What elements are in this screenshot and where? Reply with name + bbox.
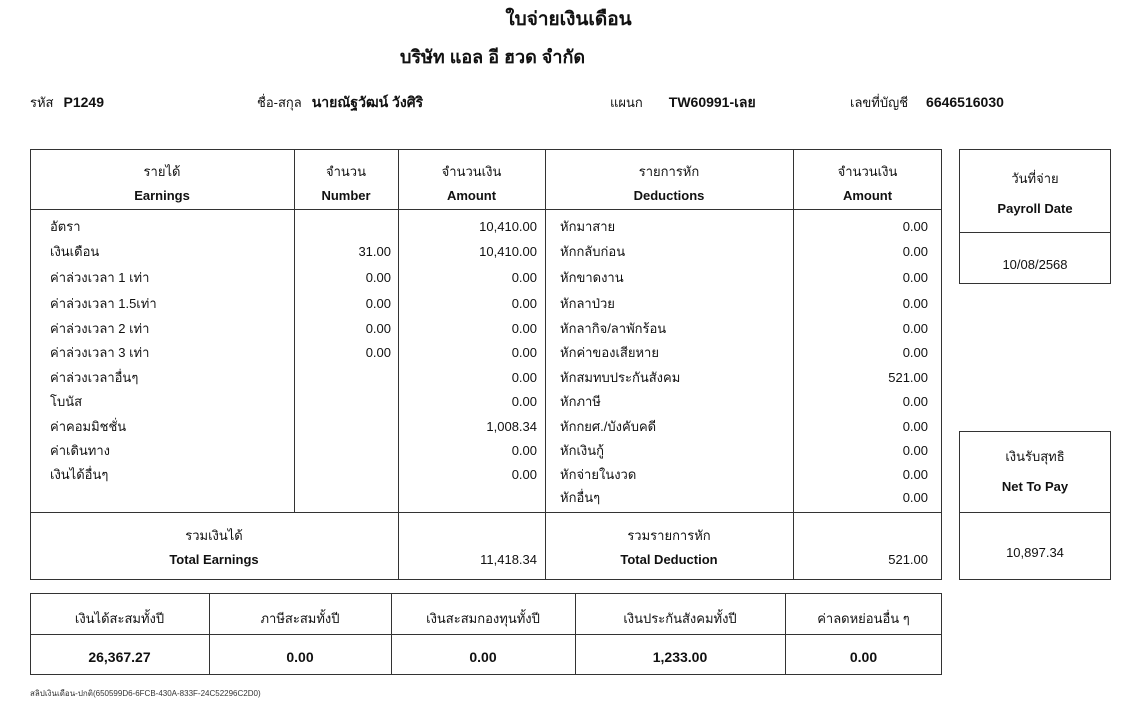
employee-account-label: เลขที่บัญชี <box>850 95 909 110</box>
employee-dept <box>610 92 756 114</box>
earning-label: ค่าล่วงเวลา 2 เท่า <box>50 321 150 336</box>
deduction-label: หักกยศ./บังคับคดี <box>560 419 657 434</box>
slip-reference: สลิปเงินเดือน-ปกติ(650599D6-6FCB-430A-833F-24C52296C2D0) <box>30 689 261 698</box>
deduction-label: หักลาป่วย <box>560 296 615 311</box>
earning-label: ค่าล่วงเวลา 1.5เท่า <box>50 296 157 311</box>
amount-header: จำนวนเงิน Amount <box>441 164 502 203</box>
ytd-label: เงินสะสมกองทุนทั้งปี <box>426 611 540 626</box>
deduction-amount: 0.00 <box>902 467 928 482</box>
earning-label: ค่าเดินทาง <box>50 443 110 458</box>
ytd-label: เงินได้สะสมทั้งปี <box>74 611 165 626</box>
earning-number: 0.00 <box>365 296 391 311</box>
deduction-label: หักจ่ายในงวด <box>560 467 637 482</box>
employee-name-value: นายณัฐวัฒน์ วังศิริ <box>311 94 424 110</box>
deduction-label: หักสมทบประกันสังคม <box>560 370 681 385</box>
deduction-label: หักภาษี <box>560 394 601 409</box>
deduction-amount: 0.00 <box>902 321 928 336</box>
ytd-value: 1,233.00 <box>652 649 708 665</box>
net-to-pay-value: 10,897.34 <box>1006 545 1064 560</box>
deduction-amount: 0.00 <box>902 490 928 505</box>
earning-amount: 0.00 <box>511 370 537 385</box>
deduction-amount: 521.00 <box>888 370 928 385</box>
ytd-value: 0.00 <box>849 649 878 665</box>
earning-label: โบนัส <box>50 394 83 409</box>
deduction-amount: 0.00 <box>902 394 928 409</box>
deduction-amount: 0.00 <box>902 219 928 234</box>
earning-number: 0.00 <box>365 321 391 336</box>
earning-label: เงินได้อื่นๆ <box>50 467 109 482</box>
ytd-value: 0.00 <box>469 649 497 665</box>
employee-code-label: รหัส <box>30 95 54 110</box>
ytd-value: 0.00 <box>286 649 314 665</box>
employee-code <box>30 92 104 113</box>
company-name: บริษัท แอล อี ฮวด จำกัด <box>399 47 586 67</box>
deduction-label: หักลากิจ/ลาพักร้อน <box>560 321 667 336</box>
total-deduction-value: 521.00 <box>888 552 928 567</box>
deduction-label: หักค่าของเสียหาย <box>560 345 659 360</box>
earning-amount: 10,410.00 <box>479 219 537 234</box>
payroll-date-value: 10/08/2568 <box>1002 257 1068 272</box>
earnings-header: รายได้ Earnings <box>134 164 190 203</box>
deduction-amount: 0.00 <box>902 244 928 259</box>
employee-name <box>257 92 423 114</box>
ytd-label: เงินประกันสังคมทั้งปี <box>623 611 737 626</box>
earning-amount: 0.00 <box>511 321 537 336</box>
earning-amount: 0.00 <box>511 443 537 458</box>
ytd-label: ภาษีสะสมทั้งปี <box>260 611 340 626</box>
earning-label: ค่าคอมมิชชั่น <box>50 419 127 434</box>
payroll-date-label: วันที่จ่าย Payroll Date <box>997 171 1073 216</box>
ytd-label: ค่าลดหย่อนอื่น ๆ <box>817 611 910 626</box>
deduction-label: หักมาสาย <box>560 219 616 234</box>
earning-number: 0.00 <box>365 270 391 285</box>
deduction-amount: 0.00 <box>902 270 928 285</box>
deduction-amount: 0.00 <box>902 419 928 434</box>
earning-label: ค่าล่วงเวลา 1 เท่า <box>50 270 150 285</box>
total-earnings-value: 11,418.34 <box>480 552 537 567</box>
earning-label: ค่าล่วงเวลาอื่นๆ <box>50 370 139 385</box>
earning-number: 31.00 <box>358 244 391 259</box>
earning-amount: 1,008.34 <box>486 419 537 434</box>
net-to-pay-label: เงินรับสุทธิ Net To Pay <box>1001 449 1069 494</box>
employee-code-value: P1249 <box>63 94 104 110</box>
deduction-amount: 0.00 <box>902 296 928 311</box>
deduction-label: หักอื่นๆ <box>560 490 601 505</box>
employee-name-label: ชื่อ-สกุล <box>257 95 302 110</box>
earning-amount: 0.00 <box>511 345 537 360</box>
slip-title: ใบจ่ายเงินเดือน <box>505 9 632 30</box>
earning-amount: 10,410.00 <box>479 244 537 259</box>
deduction-label: หักเงินกู้ <box>560 443 604 458</box>
earning-amount: 0.00 <box>511 296 537 311</box>
deduction-label: หักกลับก่อน <box>560 244 626 259</box>
earning-label: เงินเดือน <box>50 244 100 259</box>
earning-number: 0.00 <box>365 345 391 360</box>
earning-label: ค่าล่วงเวลา 3 เท่า <box>50 345 150 360</box>
earning-amount: 0.00 <box>511 394 537 409</box>
employee-account-value: 6646516030 <box>926 94 1004 110</box>
employee-dept-value: TW60991-เลย <box>668 94 756 110</box>
deduction-amount: 0.00 <box>902 443 928 458</box>
earning-amount: 0.00 <box>511 467 537 482</box>
deduction-amount: 0.00 <box>902 345 928 360</box>
earning-label: อัตรา <box>50 219 81 234</box>
total-deduction-label: รวมรายการหัก Total Deduction <box>620 528 718 567</box>
earning-amount: 0.00 <box>511 270 537 285</box>
deduction-label: หักขาดงาน <box>560 270 624 285</box>
employee-dept-label: แผนก <box>610 95 643 110</box>
deduction-amount-header: จำนวนเงิน Amount <box>837 164 898 203</box>
employee-account <box>850 92 1004 113</box>
ytd-value: 26,367.27 <box>88 649 151 665</box>
number-header: จำนวน Number <box>321 164 371 203</box>
total-earnings-label: รวมเงินได้ Total Earnings <box>169 528 259 567</box>
deductions-header: รายการหัก Deductions <box>633 164 705 203</box>
